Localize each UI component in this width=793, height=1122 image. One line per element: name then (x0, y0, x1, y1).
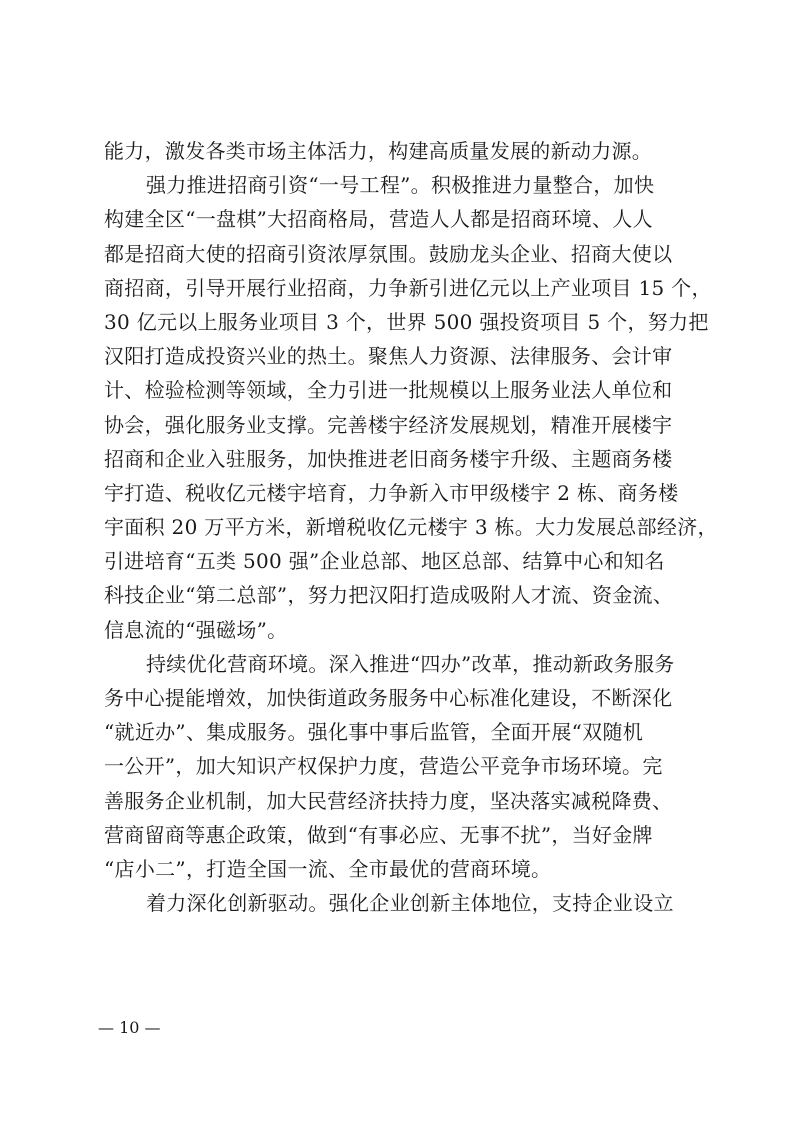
text-line: 善服务企业机制，加大民营经济扶持力度，坚决落实减税降费、 (104, 788, 673, 813)
text-line: 协会，强化服务业支撑。完善楼宇经济发展规划，精准开展楼宇 (104, 412, 673, 437)
text-line: 营商留商等惠企政策，做到“有事必应、无事不扰”，当好金牌 (104, 822, 653, 847)
text-line: 汉阳打造成投资兴业的热土。聚焦人力资源、法律服务、会计审 (104, 344, 673, 369)
text-line: 务中心提能增效，加快街道政务服务中心标准化建设，不断深化 (104, 686, 673, 710)
text-line: 宇面积 20 万平方米，新增税收亿元楼宇 3 栋。大力发展总部经济， (104, 515, 718, 540)
text-line: 宇打造、税收亿元楼宇培育，力争新入市甲级楼宇 2 栋、商务楼 (104, 480, 679, 505)
text-line: “店小二”，打造全国一流、全市最优的营商环境。 (104, 856, 552, 881)
text-line: 一公开”，加大知识产权保护力度，营造公平竞争市场环境。完 (104, 754, 663, 779)
paragraph-start-line: 强力推进招商引资“一号工程”。积极推进力量整合，加快 (146, 173, 655, 198)
page-number: — 10 — (98, 1018, 161, 1037)
text-line: “就近办”、集成服务。强化事中事后监管，全面开展“双随机 (104, 720, 644, 745)
text-line: 信息流的“强磁场”。 (104, 617, 288, 642)
paragraph-start-line: 持续优化营商环境。深入推进“四办”改革，推动新政务服务 (146, 651, 675, 676)
text-line: 能力，激发各类市场主体活力，构建高质量发展的新动力源。 (104, 139, 653, 163)
text-line: 都是招商大使的招商引资浓厚氛围。鼓励龙头企业、招商大使以 (104, 241, 673, 266)
text-line: 构建全区“一盘棋”大招商格局，营造人人都是招商环境、人人 (104, 207, 653, 232)
text-line: 引进培育“五类 500 强”企业总部、地区总部、结算中心和知名 (104, 549, 665, 574)
body-text (104, 134, 718, 920)
text-line: 30 亿元以上服务业项目 3 个，世界 500 强投资项目 5 个，努力把 (104, 309, 709, 334)
text-line: 商招商，引导开展行业招商，力争新引进亿元以上产业项目 15 个， (104, 275, 712, 300)
text-line: 计、检验检测等领域，全力引进一批规模以上服务业法人单位和 (104, 378, 673, 403)
text-line: 招商和企业入驻服务，加快推进老旧商务楼宇升级、主题商务楼 (104, 446, 673, 471)
paragraph-start-line: 着力深化创新驱动。强化企业创新主体地位，支持企业设立 (146, 891, 674, 916)
text-line: 科技企业“第二总部”，努力把汉阳打造成吸附人才流、资金流、 (104, 583, 674, 608)
